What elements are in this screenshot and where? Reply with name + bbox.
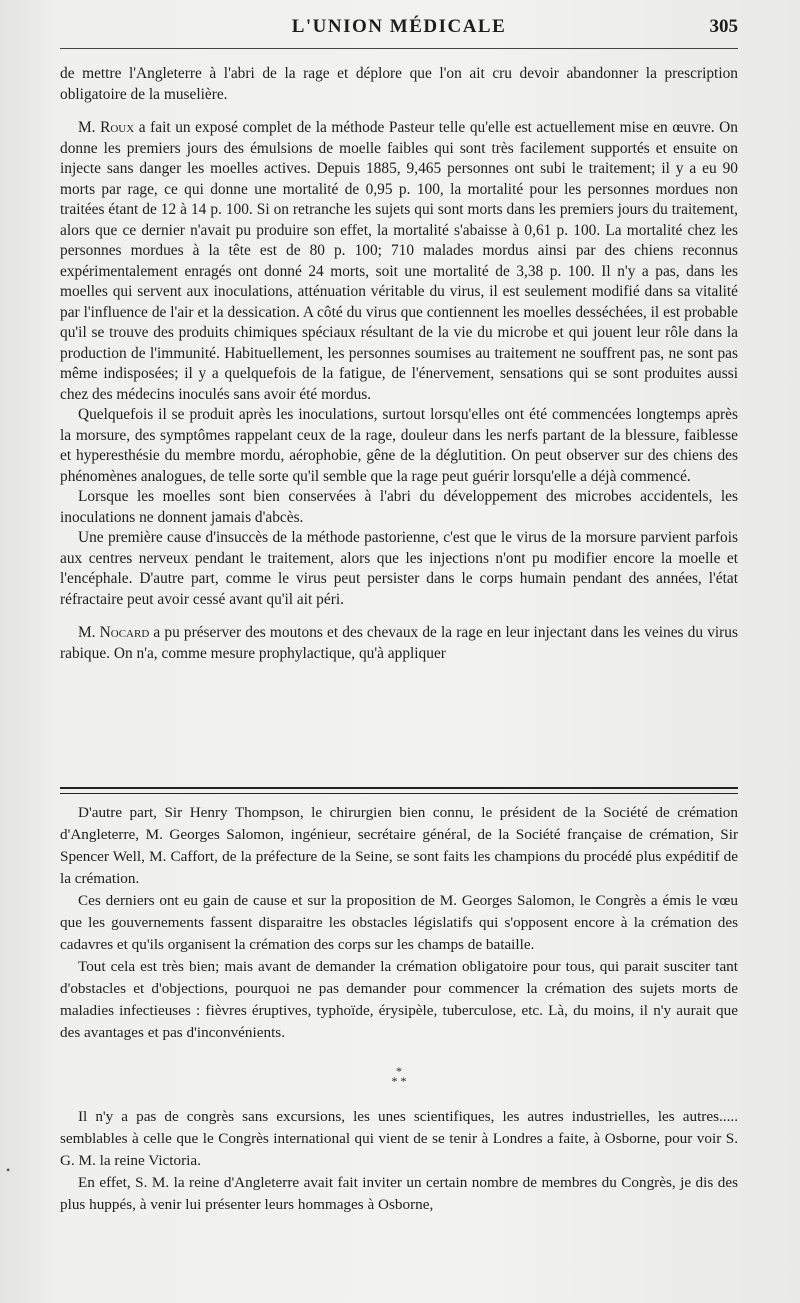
paragraph: de mettre l'Angleterre à l'abri de la rage et déplore que l'on ait cru devoir abandonner la prescription obligatoire de la muselière.: [60, 65, 738, 103]
paragraph: [60, 623, 738, 664]
paragraph: Une première cause d'insuccès de la méthode pastorienne, c'est que le virus de la morsure parvient parfois aux centres nerveux pendant le traitement, alors que les injections n'ont pu modifier encore la moelle et l'encéphale. D'autre part, comme le virus peut persister dans le corps humain pendant des années, l'état réfractaire peut avoir cessé avant qu'il ait péri.: [60, 529, 738, 608]
header-rule: [60, 48, 738, 49]
paragraph: Tout cela est très bien; mais avant de demander la crémation obligatoire pour tous, qui parait susciter tant d'obstacles et d'objections, pourquoi ne pas demander pour commencer la crémation des sujets morts de maladies infectieuses : fièvres éruptives, typhoïde, érysipèle, tuberculose, etc. Là, du moins, il n'y aurait que des avantages et pas d'inconvénients.: [60, 958, 738, 1041]
paragraph-text: a pu préserver des moutons et des chevaux de la rage en leur injectant dans les veines du virus rabique. On n'a, comme mesure prophylactique, qu'à appliquer: [60, 624, 738, 662]
journal-title: L'UNION MÉDICALE: [291, 16, 507, 37]
paragraph: [60, 118, 738, 405]
paragraph: Quelquefois il se produit après les inoculations, surtout lorsqu'elles ont été commencées longtemps après la morsure, des symptômes rappelant ceux de la rage, douleur dans les nerfs partant de la blessure, faiblesse et hyperesthésie du membre mordu, aérophobie, gêne de la déglutition. On peut observer sur des chiens des phénomènes analogues, de telle sorte qu'il semble que la rage peut guérir lorsqu'elle a déjà commencé.: [60, 406, 738, 485]
paragraph: Il n'y a pas de congrès sans excursions, les unes scientifiques, les autres industrielles, les autres..... semblables à celle que le Congrès international qui vient de se tenir à Londres a faite, à Osborne, pour voir S. G. M. la reine Victoria.: [60, 1108, 738, 1169]
page-number: 305: [709, 16, 738, 37]
asterisk-top: *: [396, 1064, 402, 1078]
running-header: [60, 14, 738, 42]
paragraph: Ces derniers ont eu gain de cause et sur la proposition de M. Georges Salomon, le Congrès a émis le vœu que les gouvernements fassent disparaitre les obstacles législatifs qui s'opposent encore à la crémation des cadavres et qu'ils organisent la crémation des corps sur les champs de bataille.: [60, 892, 738, 953]
paragraph: En effet, S. M. la reine d'Angleterre avait fait inviter un certain nombre de membres du Congrès, je dis des plus huppés, à venir lui présenter leurs hommages à Osborne,: [60, 1174, 738, 1213]
author-name: M. Roux: [78, 119, 135, 136]
paragraph: D'autre part, Sir Henry Thompson, le chirurgien bien connu, le président de la Société de crémation d'Angleterre, M. Georges Salomon, ingénieur, secrétaire général, de la Société française de crémation, Sir Spencer Well, M. Caffort, de la préfecture de la Seine, se sont faits les champions du procédé plus expéditif de la crémation.: [60, 804, 738, 887]
section-separator: [60, 1066, 738, 1086]
feuilleton-article: [60, 802, 738, 1216]
author-name: M. Nocard: [78, 624, 150, 641]
asterisk-bottom: * *: [391, 1074, 407, 1088]
margin-mark: •: [6, 1163, 11, 1177]
paragraph: Lorsque les moelles sont bien conservées à l'abri du développement des microbes accidentels, les inoculations ne donnent jamais d'abcès.: [60, 488, 738, 526]
feuilleton-divider: [60, 787, 738, 794]
main-article: [60, 64, 738, 664]
paragraph-text: a fait un exposé complet de la méthode Pasteur telle qu'elle est actuellement mise en œuvre. On donne les premiers jours des émulsions de moelle faibles qui sont très facilement supportés et ensuite on injecte sans danger les moelles actives. Depuis 1885, 9,465 personnes ont subi le traitement; il y a eu 90 morts par rage, ce qui donne une mortalité de 0,95 p. 100, la mortalité pour les personnes mordues non traitées étant de 12 à 14 p. 100. Si on retranche les sujets qui sont morts dans les premiers jours du traitement, alors que ce dernier n'avait pu produire son effet, la mortalité s'abaisse à 0,61 p. 100. La mortalité chez les personnes mordues à la tête est de 80 p. 100; 710 malades mordus ainsi par des chiens reconnus expérimentalement enragés ont donné 24 morts, soit une mortalité de 3,38 p. 100. Il n'y a pas, dans les moelles qui servent aux inoculations, atténuation véritable du virus, il est seulement modifié dans sa vitalité par l'influence de l'air et la dessication. A côté du virus que contiennent les moelles desséchées, il est probable qu'il se trouve des produits chimiques spéciaux résultant de la vie du microbe et qui jouent leur rôle dans la production de l'immunité. Habituellement, les personnes soumises au traitement ne souffrent pas, ne sont pas même indisposées; il y a quelquefois de la fatigue, de l'énervement, sensations qui se sont produites aussi chez des médecins inoculés sans avoir été mordus.: [60, 119, 738, 403]
